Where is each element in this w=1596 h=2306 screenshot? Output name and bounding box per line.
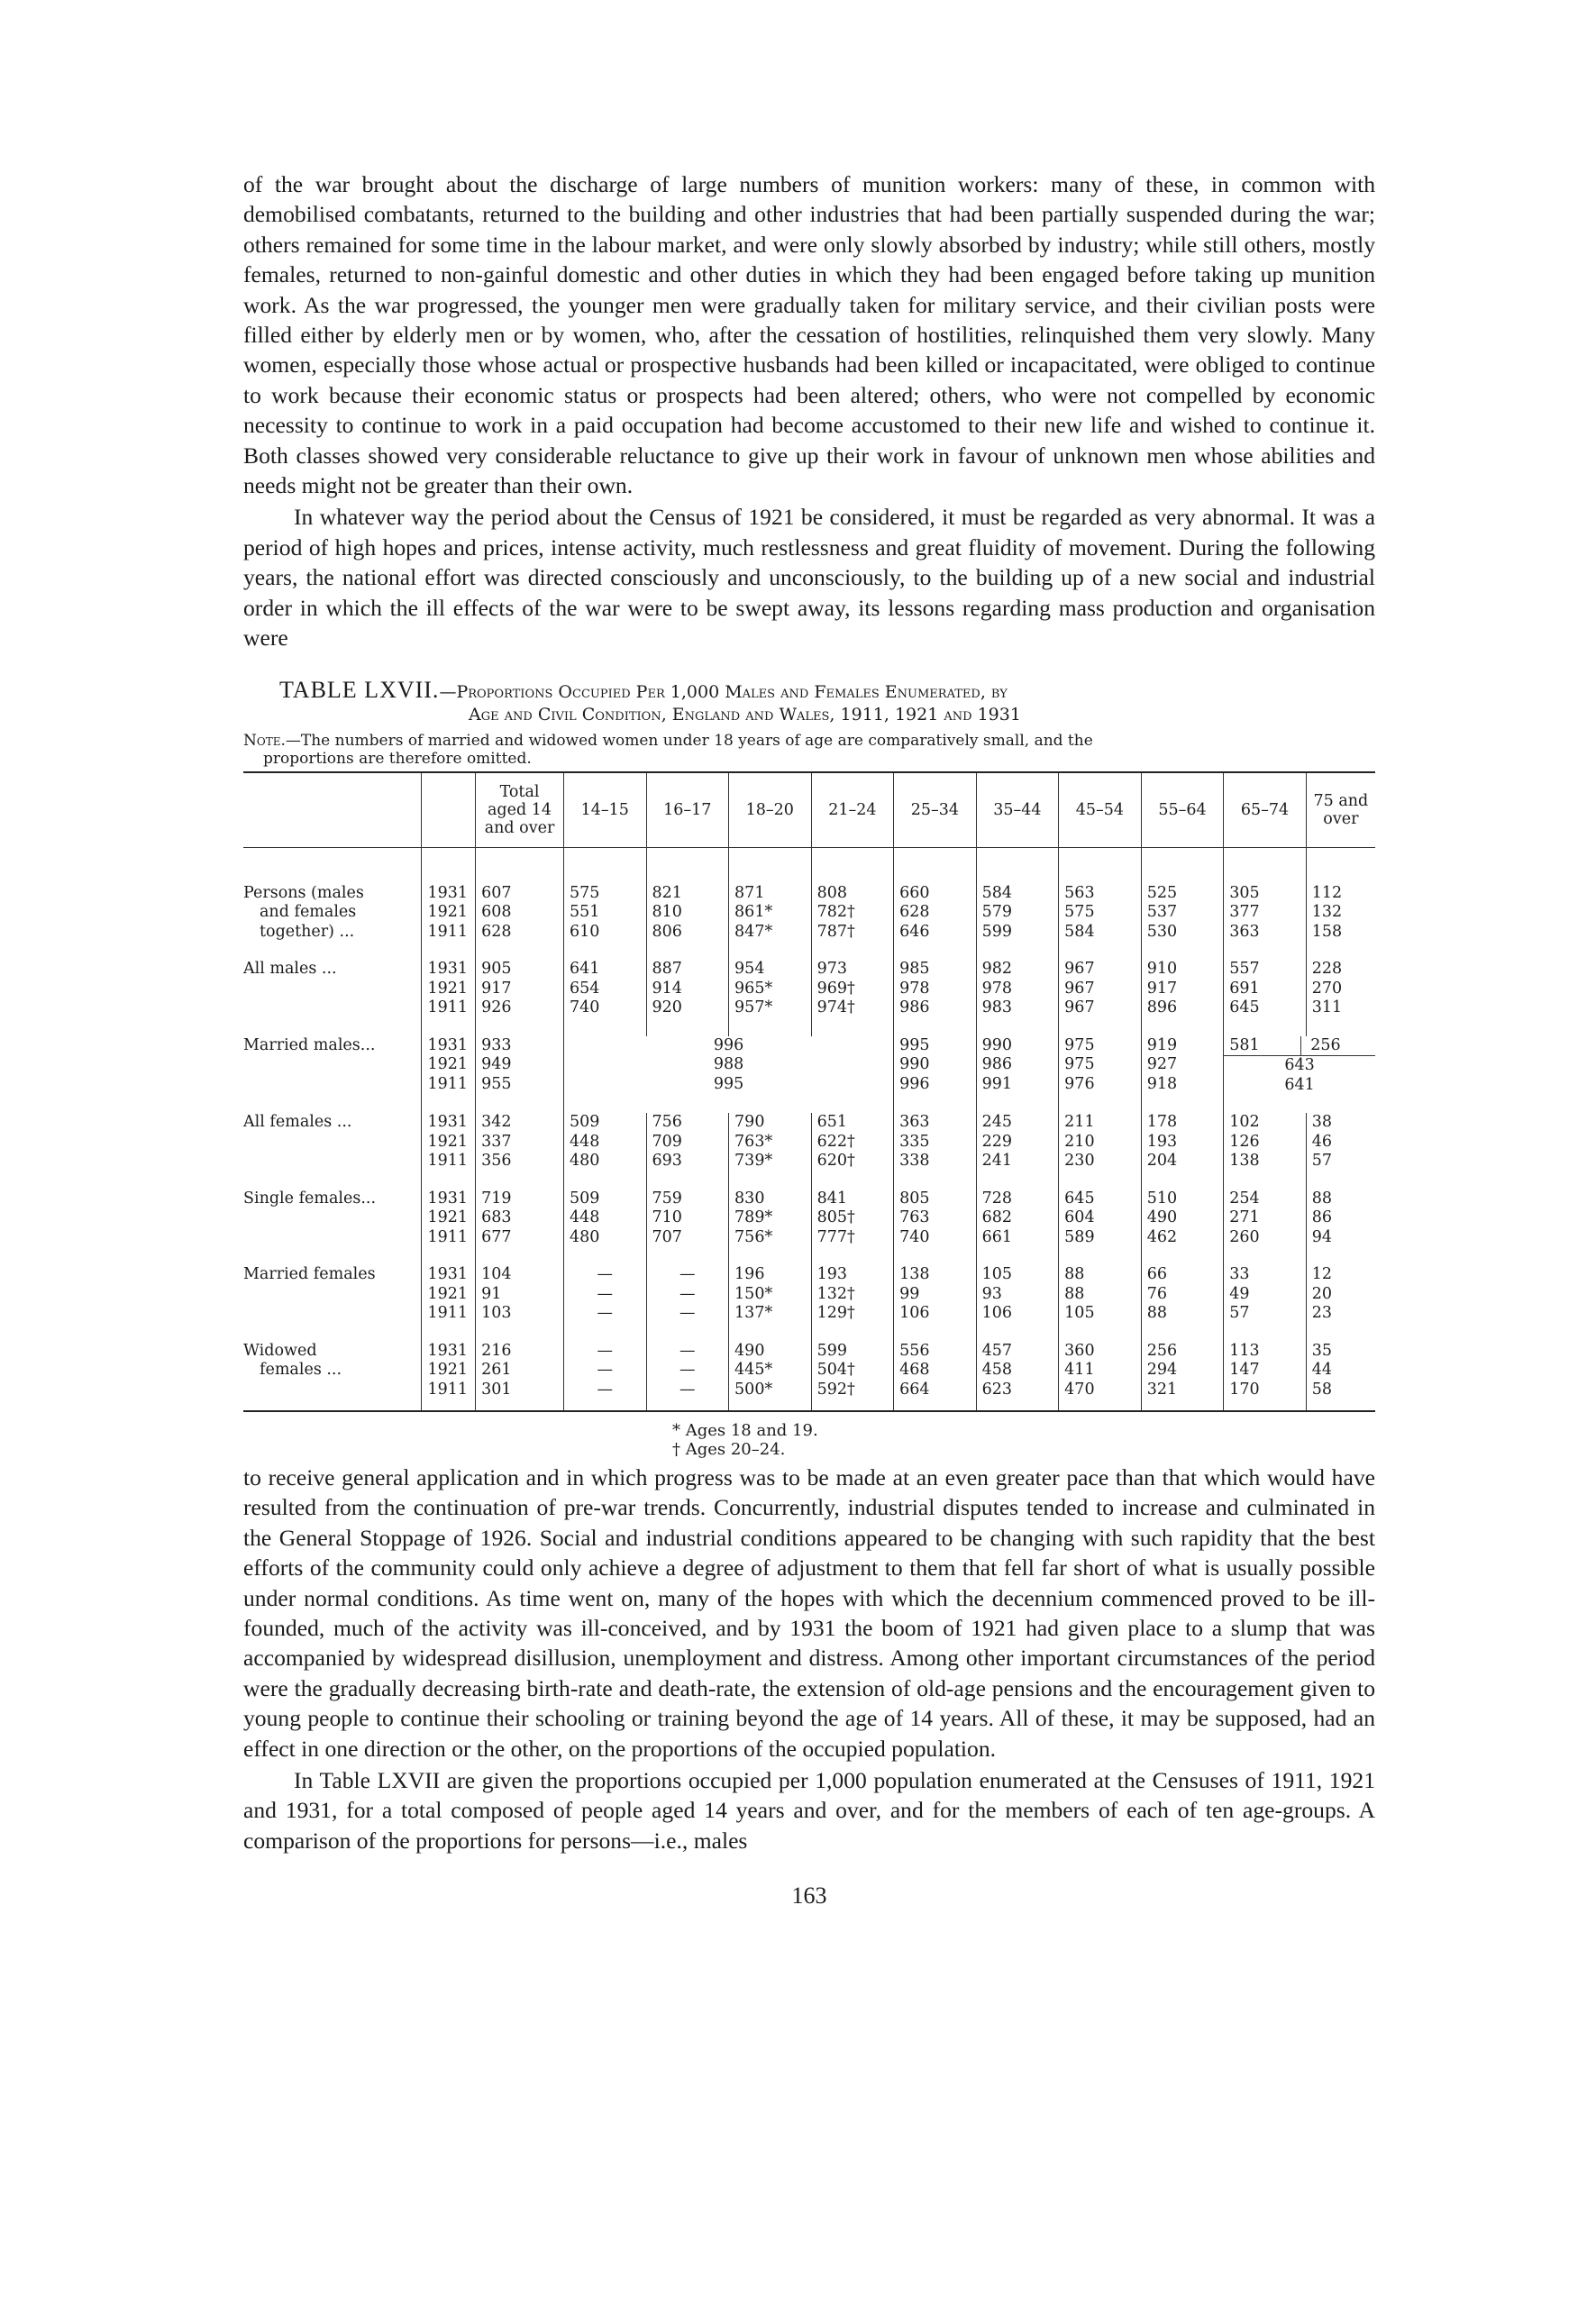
- value-cell: 12 20 23: [1306, 1265, 1375, 1342]
- value-cell: 525 537 530: [1141, 847, 1224, 960]
- table-row: [243, 1265, 1375, 1342]
- merged-value: 643: [1284, 1056, 1315, 1074]
- year-cell: 1931 1921 1911: [422, 1036, 476, 1114]
- table-row: [243, 960, 1375, 1036]
- value-cell: 975 975 976: [1059, 1036, 1142, 1114]
- header-stub: [243, 772, 422, 848]
- value-cell: 607 608 628: [476, 847, 564, 960]
- year-cell: 1931 1921 1911: [422, 1265, 476, 1342]
- header-age-14-15: 14–15: [563, 772, 646, 848]
- row-label: All males ...: [243, 960, 337, 978]
- row-label: Married males...: [243, 1035, 376, 1054]
- header-age-25-34: 25–34: [894, 772, 977, 848]
- value-cell: 88 88 105: [1059, 1265, 1142, 1342]
- table-row: [243, 1036, 1375, 1114]
- year-cell: 1931 1921 1911: [422, 1189, 476, 1266]
- paragraph-4: In Table LXVII are given the proportions occupied per 1,000 population enumerated at the Censuses of 1911, 1921 and 1931, for a total composed of people aged 14 years and over, and for the members of each of ten age-groups. A comparison of the proportions for persons—i.e., males: [243, 1767, 1375, 1854]
- value-cell: 821 810 806: [646, 847, 729, 960]
- value-cell: 510 490 462: [1141, 1189, 1224, 1266]
- value-cell: 967 967 967: [1059, 960, 1142, 1036]
- value-75-over: 256: [1310, 1035, 1341, 1054]
- value-cell: 830 789* 756*: [729, 1189, 812, 1266]
- value-cell: 728 682 661: [976, 1189, 1059, 1266]
- table-row: [243, 1342, 1375, 1412]
- table-footnotes: [672, 1421, 1375, 1459]
- value-cell: 563 575 584: [1059, 847, 1142, 960]
- value-cell: 871 861* 847*: [729, 847, 812, 960]
- value-cell: 245 229 241: [976, 1113, 1059, 1189]
- value-cell: 808 782† 787†: [811, 847, 894, 960]
- value-cell: 35 44 58: [1306, 1342, 1375, 1412]
- note-label: Note.: [243, 731, 286, 750]
- proportions-table: [243, 771, 1375, 1413]
- value-cell: 641 654 740: [563, 960, 646, 1036]
- header-age-55-64: 55–64: [1141, 772, 1224, 848]
- note-text-2: proportions are therefore omitted.: [263, 749, 532, 768]
- paragraph-3: to receive general application and in which progress was to be made at an even greater pace than that which would have resulted from the continuation of pre-war trends. Concurrently, industrial disputes tended to increase and culminated in the General Stoppage of 1926. Social and industrial conditions appeared to be changing with such rapidity that the best efforts of the community could only achieve a degree of adjustment to them that fell far short of what is usually possible under normal conditions. As time went on, many of the hopes with which the decennium commenced proved to be ill-founded, much of the activity was ill-conceived, and by 1931 the boom of 1921 had given place to a slump that was accompanied by widespread disillusion, unemployment and distress. Among other important circumstances of the period were the gradually decreasing birth-rate and death-rate, the extension of old-age pensions and the encouragement given to young people to continue their schooling or training beyond the age of 14 years. All of these, it may be supposed, had an effect in one direction or the other, on the proportions of the occupied population.: [243, 1464, 1375, 1762]
- paragraph-1: of the war brought about the discharge of large numbers of munition workers: many of these, in common with demobilised combatants, returned to the building and other industries that had been partially suspended during the war; others remained for some time in the labour market, and were only slowly absorbed by industry; while still others, mostly females, returned to non-gainful domestic and other duties in which they had been engaged before taking up munition work. As the war progressed, the younger men were gradually taken for military service, and their civilian posts were filled either by elderly men or by women, who, after the cessation of hostilities, relinquished them very slowly. Many women, especially those whose actual or prospective husbands had been killed or incapacitated, were obliged to continue to work because their economic status or prospects had been altered; others, who were not compelled by economic necessity to continue to work in a paid occupation had become accustomed to their new life and wished to continue it. Both classes showed very considerable reluctance to give up their work in favour of unknown men whose abilities and needs might not be greater than their own.: [243, 171, 1375, 499]
- value-cell: 660 628 646: [894, 847, 977, 960]
- header-age-21-24: 21–24: [811, 772, 894, 848]
- row-label: Persons (males and females together) ...: [243, 883, 364, 941]
- year-cell: 1931 1921 1911: [422, 1342, 476, 1412]
- value-cell: 102 126 138: [1224, 1113, 1307, 1189]
- value-cell: 990 986 991: [976, 1036, 1059, 1114]
- year-cell: 1931 1921 1911: [422, 847, 476, 960]
- row-label: Single females...: [243, 1189, 377, 1208]
- paragraph-2: In whatever way the period about the Census of 1921 be considered, it must be regarded as very abnormal. It was a period of high hopes and prices, intense activity, much restlessness and great fluidity of movement. During the following years, the national effort was directed consciously and unconsciously, to the building up of a new social and industrial order in which the ill effects of the war were to be swept away, its lessons regarding mass production and organisation were: [243, 504, 1375, 652]
- value-cell: 305 377 363: [1224, 847, 1307, 960]
- value-cell: 178 193 204: [1141, 1113, 1224, 1189]
- value-cell: 841 805† 777†: [811, 1189, 894, 1266]
- table-row: [243, 847, 1375, 960]
- value-cell: 887 914 920: [646, 960, 729, 1036]
- value-cell: 973 969† 974†: [811, 960, 894, 1036]
- value-cell: 360 411 470: [1059, 1342, 1142, 1412]
- table-number: TABLE LXVII.: [279, 676, 440, 703]
- value-cell: 575 551 610: [563, 847, 646, 960]
- value-cell: 104 91 103: [476, 1265, 564, 1342]
- merged-value-cell: 996 988 995: [563, 1036, 893, 1114]
- value-cell: 38 46 57: [1306, 1113, 1375, 1189]
- value-cell: — — —: [646, 1265, 729, 1342]
- value-cell: 363 335 338: [894, 1113, 977, 1189]
- value-cell: 790 763* 739*: [729, 1113, 812, 1189]
- value-cell: 905 917 926: [476, 960, 564, 1036]
- header-year: [422, 772, 476, 848]
- value-cell: 556 468 664: [894, 1342, 977, 1412]
- table-row: [243, 1189, 1375, 1266]
- row-label: All females ...: [243, 1113, 352, 1131]
- header-age-75-over: 75 and over: [1306, 772, 1375, 848]
- header-total: Total aged 14 and over: [476, 772, 564, 848]
- value-cell: — — —: [646, 1342, 729, 1412]
- note-text: —The numbers of married and widowed women under 18 years of age are comparatively small, and the: [285, 731, 1093, 750]
- value-cell: 216 261 301: [476, 1342, 564, 1412]
- value-cell: 33 49 57: [1224, 1265, 1307, 1342]
- year-cell: 1931 1921 1911: [422, 1113, 476, 1189]
- value-cell: 228 270 311: [1306, 960, 1375, 1036]
- value-cell: 557 691 645: [1224, 960, 1307, 1036]
- table-title-line2: Age and Civil Condition, England and Wales, 1911, 1921 and 1931: [469, 704, 1021, 725]
- value-65-74: 581: [1224, 1036, 1301, 1056]
- value-cell: 805 763 740: [894, 1189, 977, 1266]
- value-cell: 193 132† 129†: [811, 1265, 894, 1342]
- page-number: 163: [791, 1882, 827, 1910]
- value-cell: — — —: [563, 1342, 646, 1412]
- value-cell: 756 709 693: [646, 1113, 729, 1189]
- value-cell: 342 337 356: [476, 1113, 564, 1189]
- value-cell: 509 448 480: [563, 1189, 646, 1266]
- value-cell: 457 458 623: [976, 1342, 1059, 1412]
- row-label: Married females: [243, 1265, 376, 1283]
- merged-value-cell: [1224, 1036, 1375, 1114]
- table-caption: [279, 676, 1375, 726]
- value-cell: 138 99 106: [894, 1265, 977, 1342]
- value-cell: — — —: [563, 1265, 646, 1342]
- value-cell: 509 448 480: [563, 1113, 646, 1189]
- table-title-line1: —Proportions Occupied Per 1,000 Males and Females Enumerated, by: [439, 681, 1008, 702]
- merged-value: 641: [1284, 1075, 1315, 1094]
- value-cell: 651 622† 620†: [811, 1113, 894, 1189]
- value-cell: 113 147 170: [1224, 1342, 1307, 1412]
- value-cell: 66 76 88: [1141, 1265, 1224, 1342]
- footnote-asterisk: * Ages 18 and 19.: [672, 1421, 818, 1440]
- value-cell: 933 949 955: [476, 1036, 564, 1114]
- value-cell: 256 294 321: [1141, 1342, 1224, 1412]
- header-row: [243, 772, 1375, 848]
- value-cell: 919 927 918: [1141, 1036, 1224, 1114]
- value-cell: 196 150* 137*: [729, 1265, 812, 1342]
- value-cell: 954 965* 957*: [729, 960, 812, 1036]
- value-cell: 599 504† 592†: [811, 1342, 894, 1412]
- table-note: [243, 732, 1375, 768]
- table-block: [243, 676, 1375, 1460]
- value-cell: 112 132 158: [1306, 847, 1375, 960]
- value-cell: 105 93 106: [976, 1265, 1059, 1342]
- header-age-45-54: 45–54: [1059, 772, 1142, 848]
- header-age-18-20: 18–20: [729, 772, 812, 848]
- value-cell: 584 579 599: [976, 847, 1059, 960]
- year-cell: 1931 1921 1911: [422, 960, 476, 1036]
- value-cell: 982 978 983: [976, 960, 1059, 1036]
- page: [243, 169, 1375, 1910]
- header-age-16-17: 16–17: [646, 772, 729, 848]
- table-row: [243, 1113, 1375, 1189]
- footnote-dagger: † Ages 20–24.: [672, 1440, 786, 1459]
- value-cell: 985 978 986: [894, 960, 977, 1036]
- header-age-35-44: 35–44: [976, 772, 1059, 848]
- row-label: Widowed females ...: [243, 1341, 342, 1379]
- value-cell: 254 271 260: [1224, 1189, 1307, 1266]
- value-cell: 995 990 996: [894, 1036, 977, 1114]
- value-cell: 88 86 94: [1306, 1189, 1375, 1266]
- value-cell: 759 710 707: [646, 1189, 729, 1266]
- value-cell: 490 445* 500*: [729, 1342, 812, 1412]
- value-cell: 211 210 230: [1059, 1113, 1142, 1189]
- value-cell: 719 683 677: [476, 1189, 564, 1266]
- value-cell: 910 917 896: [1141, 960, 1224, 1036]
- header-age-65-74: 65–74: [1224, 772, 1307, 848]
- value-cell: 645 604 589: [1059, 1189, 1142, 1266]
